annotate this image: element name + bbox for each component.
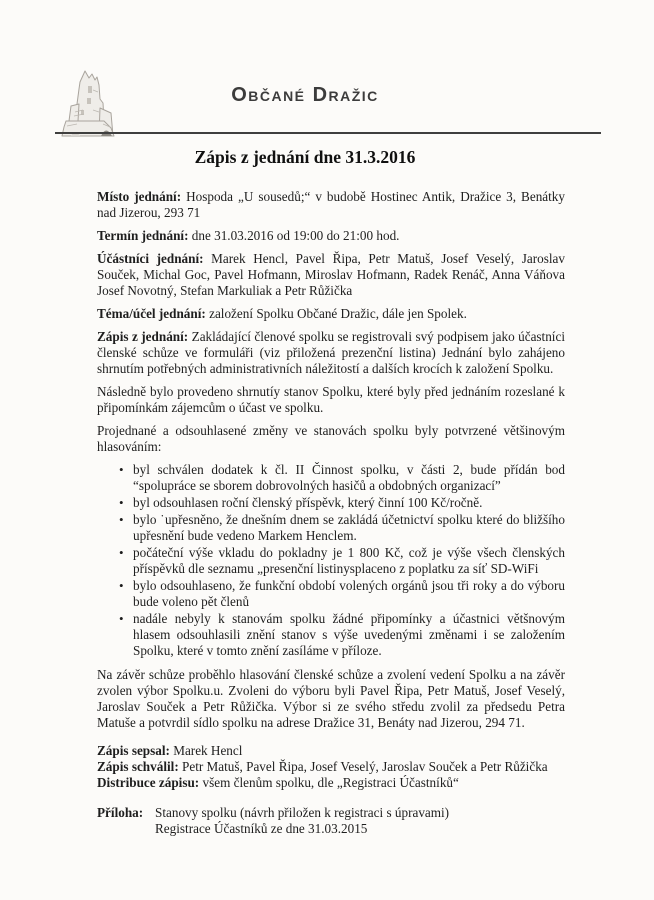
attachment-block <box>97 805 565 837</box>
attachment-label: Příloha: <box>97 805 144 820</box>
header-divider <box>55 132 601 134</box>
list-item: • byl odsouhlasen roční členský příspěvk, který činní 100 Kč/ročně. <box>133 495 565 511</box>
approved-changes-list <box>97 462 565 659</box>
paragraph-summary: Následně bylo provedeno shrnutíy stanov Spolku, které byly před jednáním rozeslané k připomínkám zájemcům o účast ve spolku. <box>97 384 565 415</box>
paragraph-closing: Na závěr schůze proběhlo hlasování členské schůze a zvolení vedení Spolku a na závěr zvolen výbor Spolku.u. Zvoleni do výboru byli Pavel Řipa, Petr Matuš, Josef Veselý, Jaroslav Souček a Petr Růžička. Výbor si ze svého středu zvolil za předsedu Petra Matuše a potvrdil sídlo spolku na adrese Dražice 31, Benáty nad Jizerou, 294 71. <box>97 667 565 730</box>
organization-title: Občané Dražic <box>231 84 379 106</box>
field-value: dne 31.03.2016 od 19:00 do 21:00 hod. <box>188 228 400 243</box>
field-label: Místo jednání: <box>97 189 182 204</box>
field-value: Hospoda „U sousedů;“ v budobě Hostinec Antik, Dražice 3, Benátky nad Jizerou, 293 71 <box>97 189 565 220</box>
attachment-line: Registrace Účastníků ze dne 31.03.2015 <box>155 821 368 836</box>
field-distribuce-zapisu <box>97 775 565 791</box>
field-value: Marek Hencl <box>169 743 243 758</box>
field-value: všem členům spolku, dle „Registraci Účastníků“ <box>199 775 459 790</box>
field-ucastnici-jednani <box>97 251 565 299</box>
document-body <box>97 189 565 837</box>
field-label: Účástníci jednání: <box>97 251 204 266</box>
list-item: • nadále nebyly k stanovám spolku žádné připomínky a účastnici většnovým hlasem odsouhlasili znění stanov s výše uvedenými změnami i se založením Spolku, které v tomto znění zasíláme v příloze. <box>133 611 565 659</box>
field-zapis-z-jednani <box>97 329 565 377</box>
field-label: Distribuce zápisu: <box>97 775 200 790</box>
document-title: Zápis z jednání dne 31.3.2016 <box>194 147 416 167</box>
field-label: Zápis z jednání: <box>97 329 189 344</box>
castle-ruin-sketch-icon <box>57 66 129 150</box>
list-item: • počáteční výše vkladu do pokladny je 1 800 Kč, což je výše všech členských příspěvků dle seznamu „presenční listinysplaceno z poplatku za síť SD-WiFi <box>133 545 565 577</box>
field-tema-jednani <box>97 306 565 322</box>
list-item: • byl schválen dodatek k čl. II Činnost spolku, v části 2, bude přídán bod “spolupráce se sborem dobrovolných hasičů a obdobných organizací” <box>133 462 565 494</box>
field-value: Petr Matuš, Pavel Řipa, Josef Veselý, Jaroslav Souček a Petr Růžička <box>178 759 548 774</box>
field-value: Marek Hencl, Pavel Řipa, Petr Matuš, Josef Veselý, Jaroslav Souček, Michal Goc, Pavel Hofmann, Miroslav Hofmann, Radek Renáč, Anna Váňova Josef Novotný, Stefan Markuliak a Petr Růžička <box>97 251 566 298</box>
field-misto-jednani <box>97 189 565 221</box>
field-label: Termín jednání: <box>97 228 189 243</box>
field-label: Téma/účel jednání: <box>97 306 206 321</box>
list-item: • bylo ˙upřesněno, že dnešním dnem se zakládá účetnictví spolku které do bližšího upřesnění bude vedeno Markem Henclem. <box>133 512 565 544</box>
field-zapis-sepsal <box>97 743 565 759</box>
field-label: Zápis sepsal: <box>97 743 170 758</box>
field-value: založení Spolku Občané Dražic, dále jen Spolek. <box>205 306 467 321</box>
signature-block <box>97 743 565 791</box>
paragraph-changes-intro: Projednané a odsouhlasené změny ve stanovách spolku byly potvrzené většinovým hlasováním: <box>97 423 565 454</box>
attachment-line: Stanovy spolku (návrh přiložen k registraci s úpravami) <box>155 805 450 820</box>
list-item: • bylo odsouhlaseno, že funkční období volených orgánů jsou tři roky a do výboru bude voleno pět členů <box>133 578 565 610</box>
attachment-lines <box>155 805 449 837</box>
field-zapis-schvalil <box>97 759 565 775</box>
field-value: Zakládající členové spolku se registrovali svý podpisem jako účastníci členské schůze ve formuláři (viz přiložená prezenční listina) Jednání bylo zahájeno shrnutím potřebných administrativních náležitostí a dalších krocích k založení Spolku. <box>97 329 565 376</box>
field-termin-jednani <box>97 228 565 244</box>
field-label: Zápis schválil: <box>97 759 179 774</box>
